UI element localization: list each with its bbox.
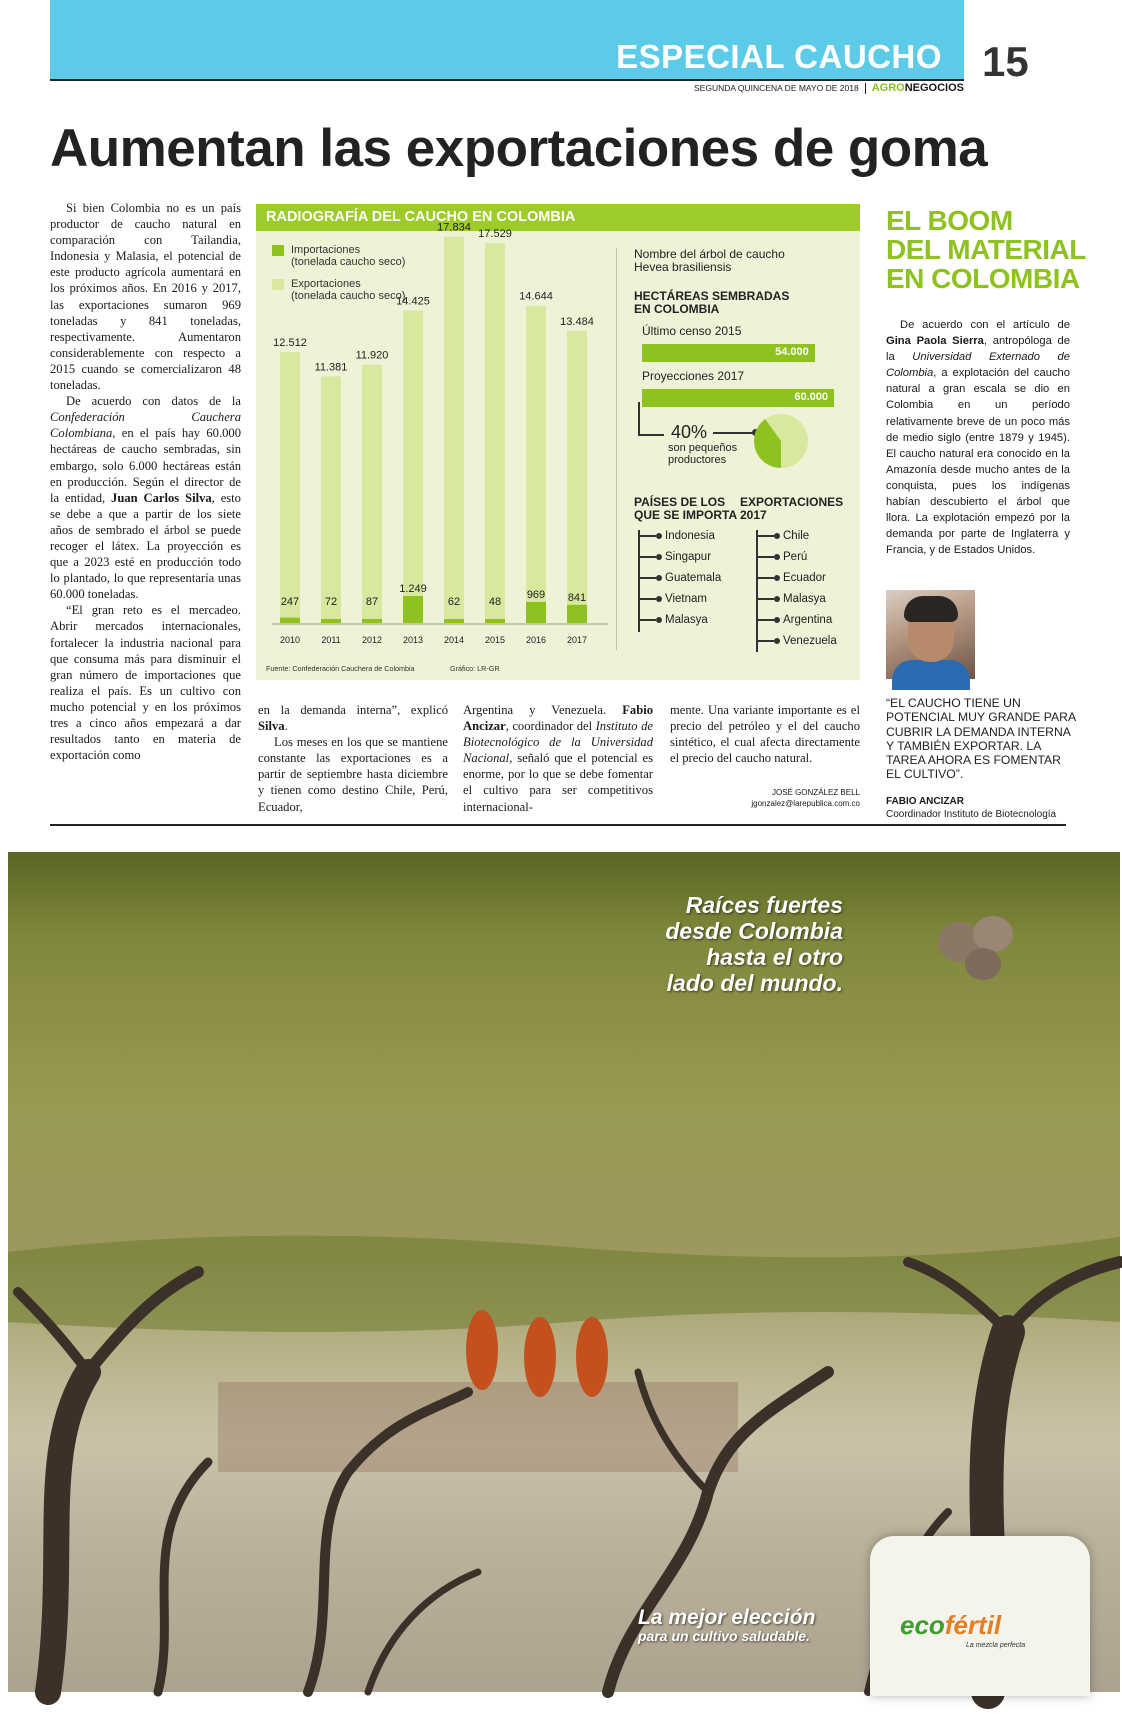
projection-label: Proyecciones 2017 [642,369,745,383]
article-paragraph-5: Los meses en los que se mantiene constante las exportaciones es a partir de septiembre hasta diciembre y tienen como destino Chile, Perú, Ecuador, [258,735,448,814]
article-column-2 [258,702,448,815]
imports-list [638,530,738,640]
bullet-icon [656,617,662,623]
organization-name: Confederación Cauchera Colombiana [50,410,241,441]
list-tick [638,556,656,558]
census-value: 54.000 [775,346,809,358]
export-value-label: 14.425 [396,295,430,308]
institution-name: Instituto de Biotecnológico de la Universidad Nacional [463,719,653,766]
bullet-icon [774,596,780,602]
pull-quote: “EL CAUCHO TIENE UN POTENCIAL MUY GRANDE PARA CUBRIR LA DEMANDA INTERNA Y TAMBIÉN EXPORTAR. LA TAREA AHORA ES FOMENTAR EL CULTIVO”. [886,696,1076,782]
logo-eco: eco [900,1610,945,1640]
issue-separator [865,83,866,94]
logo-fertil: fértil [944,1610,1002,1640]
list-tick [756,640,774,642]
hectares-title-line: HECTÁREAS SEMBRADAS [634,289,790,303]
list-item-label: Vietnam [665,593,707,605]
census-label: Último censo 2015 [642,324,742,338]
quote-author-role: Coordinador Instituto de Biotecnología [886,809,1057,820]
sidebar-title-line: EN COLOMBIA [886,263,1080,294]
export-bar [485,243,505,623]
import-value-label: 247 [280,596,300,608]
text-run: Argentina y Venezuela. [463,703,623,717]
export-value-label: 12.512 [273,336,307,349]
legend-label-imports [291,244,405,268]
hectares-title [634,290,789,316]
exports-list [756,530,856,660]
article-column-4 [670,702,860,766]
ad-monks [466,1310,608,1397]
byline-email: jgonzalez@larepublica.com.co [751,799,860,808]
text-run: , en el país hay 60.000 hectáreas de caucho sembradas, sin embargo, solo 6.000 hectáreas están en producción. Según el director de la entidad, [50,426,241,505]
list-title-line: QUE SE IMPORTA [634,508,738,522]
export-value-label: 13.484 [560,315,594,328]
text-run: , señaló que el potencial es enorme, por lo que se debe fomentar el cultivo para ser competitivos internacional- [463,751,653,814]
ad-tagline-line: Raíces fuertes [685,892,843,918]
legend-item-imports [272,244,405,268]
import-value-label: 87 [365,596,379,608]
ecofertil-logo [900,1610,1001,1641]
bottom-rule [50,824,1066,826]
connector-line [713,432,755,434]
import-value-label: 969 [526,589,546,602]
tree-scientific-name: Hevea brasiliensis [634,260,732,274]
import-bar [526,602,546,623]
article-headline: Aumentan las exportaciones de goma [50,119,988,178]
text-run: , coordinador del [505,719,596,734]
census-bar [642,344,815,362]
chart-legend [272,244,405,312]
x-tick-label: 2013 [402,635,424,645]
export-bar [403,310,423,623]
legend-text: (tonelada caucho seco) [291,290,406,302]
list-tick [756,577,774,579]
infographic-divider [616,248,617,650]
university-name: Universidad Externado de Colombia [886,351,1070,380]
list-item [756,614,832,626]
bullet-icon [656,554,662,560]
brand-logo [872,82,964,94]
text-run: , a explotación del caucho natural a gran escala se dio en Colombia en un período relativamente breve de un poco más de medio siglo (entre 1879 y 1945). El caucho natural era conocido en la Amazonía desde mucho antes de la conquista, pues los indígenas habían descubierto el árbol que llora. La explotación empezó por la demanda por parte de Inglaterra y Francia, y de Estados Unidos. [886,367,1070,557]
x-tick-label: 2010 [279,635,301,645]
export-bar [526,306,546,623]
list-item-label: Malasya [783,593,826,605]
list-tick [756,556,774,558]
advertisement [8,852,1120,1692]
text-run: De acuerdo con datos de la [66,394,241,409]
sidebar-title-line: EL BOOM [886,205,1013,236]
bullet-icon [656,596,662,602]
article-paragraph-7: mente. Una variante importante es el precio del petróleo y el del caucho sintético, el cual afecta directamente el precio del caucho natural. [670,703,860,766]
connector-line [638,434,664,436]
list-tick [756,598,774,600]
exports-list-title [740,496,843,522]
portrait-hair [904,596,958,622]
legend-swatch-imports [272,245,284,256]
sidebar-paragraph [886,317,1070,558]
list-item-label: Malasya [665,614,708,626]
list-item-label: Perú [783,551,808,563]
list-item-label: Singapur [665,551,712,563]
ad-tagline-line: lado del mundo. [666,970,843,996]
x-tick-label: 2015 [484,635,506,645]
quote-author: FABIO ANCIZAR [886,796,964,807]
person-name: Fabio Ancizar [463,703,653,734]
article-paragraph-4 [258,702,448,734]
ad-slogan [638,1606,815,1644]
export-bar [362,365,382,623]
import-bar [403,596,423,623]
export-bar [280,352,300,623]
article-paragraph-1: Si bien Colombia no es un país productor de caucho natural en comparación con Tailandia, Indonesia y Malasia, el potencial de este producto agrícola aumentará en los próximos años. En 2016 y 2017, las exportaciones sumaron 969 toneladas y 841 toneladas, respectivamente. Aumentaron considerablemente con respecto a 2015 cuando se comercializaron 48 toneladas. [50,201,241,393]
export-value-label: 17.834 [437,221,471,234]
sidebar-text [886,317,1070,558]
brand-agro: AGRO [871,82,905,94]
import-value-label: 1.249 [399,582,427,595]
text-run: en la demanda interna”, explicó [258,703,448,717]
list-tick [638,619,656,621]
bullet-icon [774,575,780,581]
chart-credit: Gráfico: LR-GR [450,664,500,673]
text-run: De acuerdo con el artículo de [900,319,1070,331]
import-bar [321,619,341,623]
list-item [638,551,711,563]
article-paragraph-2 [50,393,241,602]
ad-slogan-line: La mejor elección [638,1606,816,1629]
bullet-icon [774,554,780,560]
tree-name-block [634,248,785,274]
list-item [756,635,837,647]
x-tick-label: 2011 [321,635,341,645]
x-tick-label: 2016 [525,635,547,645]
text-run: , esto se debe a que a partir de los siete años de sembrado el árbol se puede recoger el látex. La proyección es que a 2023 esté en producción todo lo plantado, lo que representaría unas 60.000 toneladas. [50,490,241,602]
logo-subtitle: La mezcla perfecta [966,1642,1026,1649]
list-item-label: Ecuador [783,572,826,584]
portrait-shirt [892,660,970,690]
small-producers-pie [752,412,810,470]
article-column-3 [463,702,653,815]
sidebar-title-line: DEL MATERIAL [886,234,1086,265]
bullet-icon [656,533,662,539]
import-bar [280,618,300,623]
ad-tagline-line: desde Colombia [665,918,843,944]
legend-text: (tonelada caucho seco) [291,256,406,268]
list-title-line: PAÍSES DE LOS [634,495,726,509]
legend-item-exports [272,278,405,302]
projection-value: 60.000 [794,391,828,403]
section-title: ESPECIAL CAUCHO [616,38,942,75]
legend-text: Importaciones [291,244,361,256]
article-paragraph-6 [463,702,653,815]
connector-line [638,402,640,436]
list-title-line: 2017 [740,508,767,522]
legend-swatch-exports [272,279,284,290]
import-bar [485,619,505,623]
imports-list-title [634,496,737,522]
list-tick [756,619,774,621]
bullet-icon [774,638,780,644]
article-column-1 [50,200,241,763]
small-producers-percent: 40% [671,422,708,442]
import-bar [362,619,382,623]
export-value-label: 11.920 [355,349,389,362]
projection-bar [642,389,834,407]
tree-name-label: Nombre del árbol de caucho [634,247,785,261]
header-rule [50,79,964,81]
legend-label-exports [291,278,405,302]
bullet-icon [774,617,780,623]
list-tick [638,577,656,579]
ad-slogan-line: para un cultivo saludable. [638,1628,810,1644]
bullet-icon [656,575,662,581]
byline-name: JOSÉ GONZÁLEZ BELL [771,788,860,797]
list-item [756,530,809,542]
portrait-photo [886,590,975,679]
list-item-label: Venezuela [783,635,837,647]
list-tick [756,535,774,537]
hectares-title-line: EN COLOMBIA [634,302,720,316]
import-value-label: 62 [447,596,461,608]
export-bar [567,331,587,623]
list-title-line: EXPORTACIONES [740,495,844,509]
list-item [638,614,708,626]
list-item [638,593,707,605]
page-number: 15 [982,38,1029,85]
person-name: Silva [258,719,285,734]
list-item [756,551,807,563]
issue-line [694,82,964,94]
person-name: Juan Carlos Silva [111,490,212,505]
byline [670,787,860,809]
list-item [638,572,721,584]
export-value-label: 14.644 [519,290,553,303]
import-value-label: 841 [567,591,587,604]
infographic [256,204,860,680]
list-item-label: Guatemala [665,572,722,584]
chart-source: Fuente: Confederación Cauchera de Colombia [266,664,415,673]
small-producers-line: son pequeños [668,442,738,454]
text-run: . [284,719,288,734]
list-item-label: Indonesia [665,530,715,542]
text-run: , antropóloga de la [886,335,1070,364]
import-value-label: 72 [324,596,338,608]
person-name: Gina Paola Sierra [886,335,984,348]
small-producers-text [668,442,737,466]
x-tick-label: 2012 [361,635,383,645]
list-tick [638,598,656,600]
list-item [638,530,715,542]
brand-negocios: NEGOCIOS [904,82,964,94]
list-item-label: Chile [783,530,810,542]
legend-text: Exportaciones [291,278,361,290]
export-bar [321,376,341,623]
list-spine [756,530,758,652]
x-tick-label: 2017 [566,635,588,645]
import-value-label: 48 [488,596,502,608]
list-item-label: Argentina [783,614,833,626]
export-bar [444,237,464,623]
small-producers-line: productores [668,454,727,466]
ad-tagline-line: hasta el otro [706,944,843,970]
import-bar [444,619,464,623]
article-paragraph-3: “El gran reto es el mercadeo. Abrir mercados internacionales, fortalecer la industria nacional para que consuma más para disminuir el gran número de importaciones que realiza el país. Es un cultivo con mucho potencial y en los próximos tres a cinco años empezará a dar resultados tanto en materia de exportación como [50,603,241,763]
issue-date: SEGUNDA QUINCENA DE MAYO DE 2018 [694,83,859,93]
infographic-title: RADIOGRAFÍA DEL CAUCHO EN COLOMBIA [266,209,576,225]
import-bar [567,605,587,623]
list-item [756,593,826,605]
export-value-label: 11.381 [314,361,348,374]
sidebar-title [886,206,1086,293]
ad-tagline [628,892,843,996]
list-item [756,572,826,584]
list-tick [638,535,656,537]
bullet-icon [774,533,780,539]
infographic-header [256,204,860,231]
x-tick-label: 2014 [443,635,465,645]
export-value-label: 17.529 [478,228,512,241]
